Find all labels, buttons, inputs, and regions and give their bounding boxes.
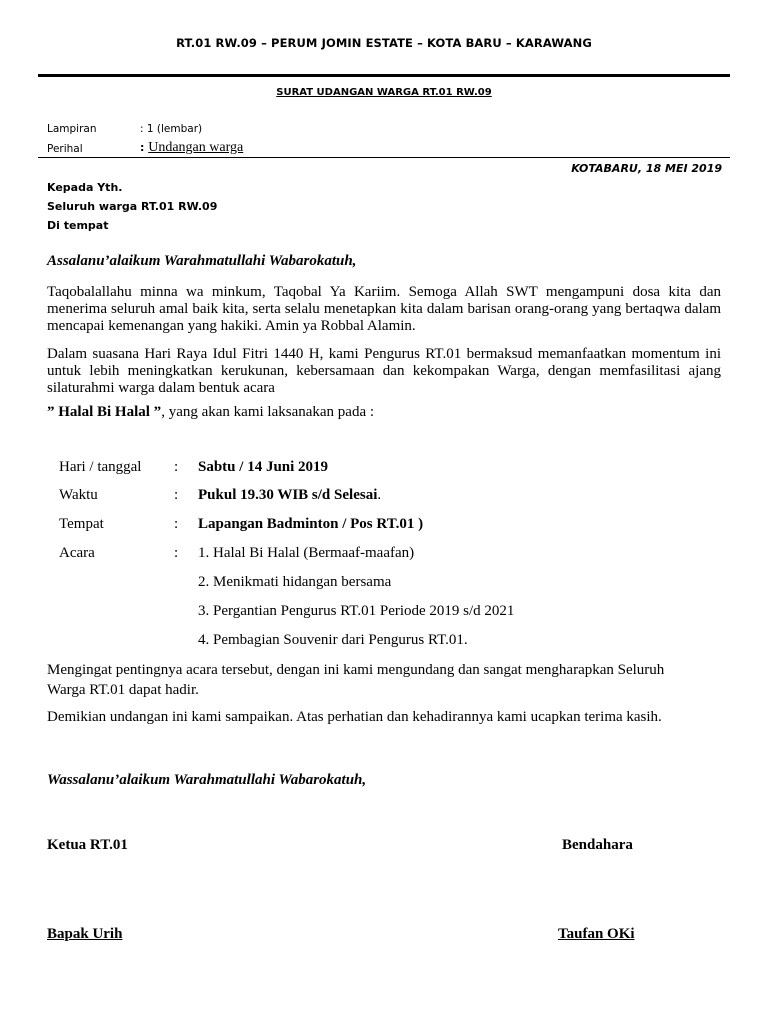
detail-colon: : [174, 545, 179, 561]
paragraph-thanks: Demikian undangan ini kami sampaikan. Atas perhatian dan kehadirannya kami ucapkan terima kasih. [47, 709, 662, 725]
detail-colon: : [174, 516, 179, 532]
detail-colon: : [174, 487, 179, 503]
detail-label-agenda: Acara [59, 545, 95, 561]
detail-value-time [198, 487, 381, 504]
agenda-item: 4. Pembagian Souvenir dari Pengurus RT.01. [198, 632, 468, 648]
detail-label-date: Hari / tanggal [59, 459, 142, 475]
address-line-3: Di tempat [47, 219, 109, 232]
opening-greeting: Assalanu’alaikum Warahmatullahi Wabarokatuh, [47, 253, 357, 269]
perihal-field [140, 140, 243, 156]
paragraph-invitation-line-2: Warga RT.01 dapat hadir. [47, 682, 199, 698]
agenda-item: 2. Menikmati hidangan bersama [198, 574, 392, 590]
detail-value-date: Sabtu / 14 Juni 2019 [198, 459, 329, 475]
paragraph-purpose: Dalam suasana Hari Raya Idul Fitri 1440 H, kami Pengurus RT.01 bermaksud memanfaatkan momentum ini untuk lebih meningkatkan kerukunan, kebersamaan dan kekompakan Warga, dengan memfasilitasi ajang silaturahmi warga dalam bentuk acara [47, 346, 721, 396]
address-line-2: Seluruh warga RT.01 RW.09 [47, 200, 218, 213]
agenda-item: 3. Pergantian Pengurus RT.01 Periode 2019 s/d 2021 [198, 603, 515, 619]
perihal-value: Undangan warga [148, 140, 244, 155]
signature-left-title: Ketua RT.01 [47, 837, 128, 853]
closing-greeting: Wassalanu’alaikum Warahmatullahi Wabarokatuh, [47, 772, 367, 788]
letter-date: KOTABARU, 18 MEI 2019 [571, 162, 722, 175]
signature-left-name: Bapak Urih [47, 926, 123, 942]
lampiran-value: : 1 (lembar) [140, 123, 203, 135]
detail-time-suffix: . [377, 487, 382, 503]
signature-right-title: Bendahara [562, 837, 633, 853]
paragraph-invitation [47, 660, 737, 700]
detail-colon: : [174, 459, 179, 475]
detail-label-place: Tempat [59, 516, 104, 532]
address-line-1: Kepada Yth. [47, 181, 123, 194]
event-name: ” Halal Bi Halal ” [47, 404, 162, 420]
signature-right-name: Taufan OKi [558, 926, 635, 942]
detail-time-text: Pukul 19.30 WIB s/d Selesai [198, 487, 378, 503]
lampiran-label: Lampiran [47, 123, 97, 135]
agenda-item: 1. Halal Bi Halal (Bermaaf-maafan) [198, 545, 415, 561]
perihal-label: Perihal [47, 143, 83, 155]
letterhead-title: RT.01 RW.09 – PERUM JOMIN ESTATE – KOTA BARU – KARAWANG [176, 36, 592, 50]
paragraph-event-intro [47, 404, 721, 421]
document-title: SURAT UDANGAN WARGA RT.01 RW.09 [276, 87, 492, 98]
perihal-colon: : [140, 141, 149, 154]
paragraph-opening: Taqobalallahu minna wa minkum, Taqobal Ya Kariim. Semoga Allah SWT mengampuni dosa kita dan menerima seluruh amal baik kita, serta selalu menetapkan kita dalam barisan orang-orang yang bertaqwa dalam mencapai kemenangan yang hakiki. Amin ya Robbal Alamin. [47, 284, 721, 334]
letterhead-rule [38, 74, 730, 77]
paragraph-invitation-line-1: Mengingat pentingnya acara tersebut, dengan ini kami mengundang dan sangat mengharapkan Seluruh [47, 662, 665, 678]
event-intro-text: , yang akan kami laksanakan pada : [161, 404, 375, 420]
meta-divider [38, 157, 730, 158]
detail-label-time: Waktu [59, 487, 98, 503]
detail-value-place: Lapangan Badminton / Pos RT.01 ) [198, 516, 424, 532]
